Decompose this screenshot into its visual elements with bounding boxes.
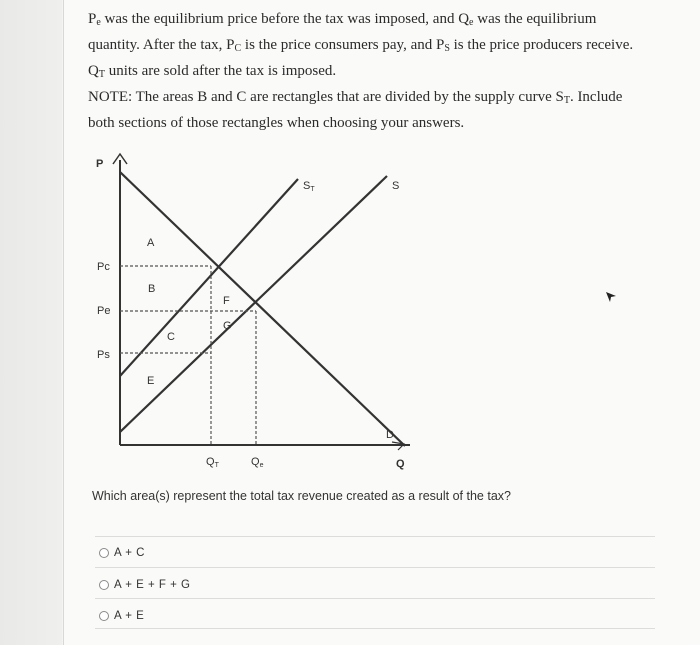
supply-curve <box>120 176 387 432</box>
option-a-e-f-g[interactable] <box>99 579 191 591</box>
qe-label: Qe <box>251 456 264 469</box>
area-a-label: A <box>147 237 155 249</box>
option-label: A + E <box>114 610 145 622</box>
option-label: A + C <box>114 547 145 559</box>
area-g-label: G <box>223 320 232 332</box>
intro-line-1: $P_e$ was the equilibrium price before the tax was imposed, and $Q_e$ was the equilibrium <box>88 11 597 28</box>
option-label: A + E + F + G <box>114 579 191 591</box>
intro-line-5: both sections of those rectangles when choosing your answers. <box>88 115 465 131</box>
qt-label: QT <box>206 456 219 469</box>
question-prompt: Which area(s) represent the total tax revenue created as a result of the tax? <box>92 489 511 503</box>
intro-line-2: quantity. After the tax, $P_C$ is the price consumers pay, and $P_S$ is the price producers receive. <box>88 37 634 54</box>
d-curve-label: D <box>386 429 394 441</box>
ps-label: Ps <box>97 349 110 361</box>
option-divider <box>95 598 655 599</box>
y-axis-label: P <box>96 158 104 170</box>
option-divider <box>95 628 655 629</box>
radio-button[interactable] <box>99 580 109 590</box>
option-a-plus-c[interactable] <box>99 547 145 559</box>
intro-line-4: NOTE: The areas B and C are rectangles that are divided by the supply curve $S_T$. Include <box>88 89 623 106</box>
area-e-label: E <box>147 375 155 387</box>
area-b-label: B <box>148 283 156 295</box>
mouse-pointer-icon <box>604 290 618 304</box>
intro-line-3: $Q_T$ units are sold after the tax is imposed. <box>88 63 337 80</box>
pe-label: Pe <box>97 305 111 317</box>
radio-button[interactable] <box>99 548 109 558</box>
x-axis-label: Q <box>396 458 405 470</box>
pc-label: Pc <box>97 261 110 273</box>
option-divider <box>95 567 655 568</box>
option-divider <box>95 536 655 537</box>
question-intro <box>88 8 668 135</box>
option-a-plus-e[interactable] <box>99 610 144 622</box>
tax-graph <box>80 145 440 480</box>
area-c-label: C <box>167 331 175 343</box>
demand-curve <box>120 172 405 446</box>
st-curve-label: ST <box>303 180 315 193</box>
left-margin <box>0 0 62 645</box>
s-curve-label: S <box>392 180 400 192</box>
area-f-label: F <box>223 295 230 307</box>
radio-button[interactable] <box>99 611 109 621</box>
